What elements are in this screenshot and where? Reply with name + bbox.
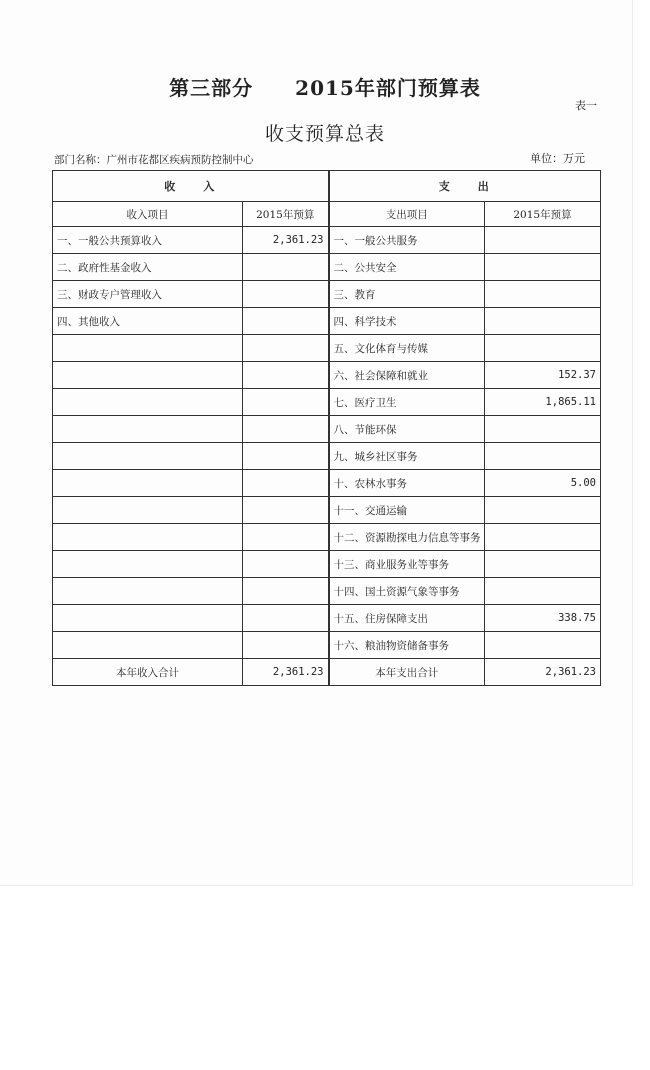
- expense-value-cell: [485, 524, 601, 551]
- expense-value-cell: [485, 632, 601, 659]
- table-row: [53, 524, 601, 551]
- income-item-cell: [53, 443, 243, 470]
- income-value-cell: 2,361.23: [243, 227, 329, 254]
- expense-value-cell: [485, 497, 601, 524]
- expense-item-cell: 十五、住房保障支出: [329, 605, 485, 632]
- income-item-cell: [53, 335, 243, 362]
- table-row: [53, 416, 601, 443]
- expense-value-cell: [485, 416, 601, 443]
- income-item-cell: [53, 416, 243, 443]
- expense-item-cell: 五、文化体育与传媒: [329, 335, 485, 362]
- expense-value-cell: [485, 227, 601, 254]
- expense-item-cell: 三、教育: [329, 281, 485, 308]
- income-value-cell: [243, 254, 329, 281]
- income-item-cell: [53, 551, 243, 578]
- income-value-cell: [243, 362, 329, 389]
- income-item-cell: [53, 362, 243, 389]
- income-value-cell: [243, 281, 329, 308]
- unit-label: 单位：万元: [530, 152, 585, 165]
- page-title: 第三部分 2015年部门预算表: [169, 76, 481, 100]
- expense-item-cell: 十四、国土资源气象等事务: [329, 578, 485, 605]
- table-row: [53, 470, 601, 497]
- income-item-cell: [53, 389, 243, 416]
- table-row: [53, 551, 601, 578]
- expense-item-cell: 二、公共安全: [329, 254, 485, 281]
- income-section-header: 收 入: [53, 171, 329, 202]
- expense-value-cell: [485, 443, 601, 470]
- table-title: 收支预算总表: [264, 123, 385, 145]
- table-row: [53, 281, 601, 308]
- table-row: [53, 362, 601, 389]
- section-header-row: [53, 171, 601, 202]
- income-total-value: 2,361.23: [243, 659, 329, 686]
- department-name: 部门名称：广州市花都区疾病预防控制中心: [54, 154, 254, 166]
- income-item-cell: [53, 524, 243, 551]
- expense-item-cell: 十一、交通运输: [329, 497, 485, 524]
- expense-total-label: 本年支出合计: [329, 659, 485, 686]
- table-row: [53, 335, 601, 362]
- income-value-cell: [243, 443, 329, 470]
- income-item-cell: [53, 497, 243, 524]
- expense-section-header: 支 出: [329, 171, 601, 202]
- income-value-cell: [243, 605, 329, 632]
- expense-value-cell: 1,865.11: [485, 389, 601, 416]
- income-value-cell: [243, 335, 329, 362]
- expense-item-cell: 八、节能环保: [329, 416, 485, 443]
- expense-item-cell: 十三、商业服务业等事务: [329, 551, 485, 578]
- expense-value-cell: 152.37: [485, 362, 601, 389]
- income-item-header: 收入项目: [53, 202, 243, 227]
- income-value-cell: [243, 308, 329, 335]
- expense-item-cell: 十二、资源勘探电力信息等事务: [329, 524, 485, 551]
- expense-value-cell: [485, 308, 601, 335]
- expense-budget-header: 2015年预算: [485, 202, 601, 227]
- income-value-cell: [243, 470, 329, 497]
- table-row: [53, 443, 601, 470]
- expense-item-header: 支出项目: [329, 202, 485, 227]
- table-row: [53, 227, 601, 254]
- income-item-cell: [53, 632, 243, 659]
- income-item-cell: [53, 578, 243, 605]
- table-row: [53, 578, 601, 605]
- income-value-cell: [243, 578, 329, 605]
- expense-value-cell: [485, 551, 601, 578]
- expense-item-cell: 一、一般公共服务: [329, 227, 485, 254]
- table-row: [53, 254, 601, 281]
- income-item-cell: 一、一般公共预算收入: [53, 227, 243, 254]
- income-budget-header: 2015年预算: [243, 202, 329, 227]
- income-value-cell: [243, 416, 329, 443]
- total-row: [53, 659, 601, 686]
- income-item-cell: 三、财政专户管理收入: [53, 281, 243, 308]
- table-row: [53, 308, 601, 335]
- income-item-cell: [53, 605, 243, 632]
- expense-item-cell: 四、科学技术: [329, 308, 485, 335]
- expense-value-cell: 5.00: [485, 470, 601, 497]
- column-header-row: [53, 202, 601, 227]
- expense-item-cell: 十六、粮油物资储备事务: [329, 632, 485, 659]
- table-row: [53, 605, 601, 632]
- expense-item-cell: 十、农林水事务: [329, 470, 485, 497]
- income-item-cell: [53, 470, 243, 497]
- budget-table: [52, 170, 601, 686]
- income-value-cell: [243, 632, 329, 659]
- table-number: 表一: [575, 99, 597, 112]
- table-row: [53, 497, 601, 524]
- income-value-cell: [243, 524, 329, 551]
- expense-item-cell: 六、社会保障和就业: [329, 362, 485, 389]
- income-value-cell: [243, 551, 329, 578]
- expense-value-cell: [485, 335, 601, 362]
- expense-item-cell: 九、城乡社区事务: [329, 443, 485, 470]
- expense-value-cell: [485, 281, 601, 308]
- expense-value-cell: 338.75: [485, 605, 601, 632]
- income-value-cell: [243, 389, 329, 416]
- expense-item-cell: 七、医疗卫生: [329, 389, 485, 416]
- income-total-label: 本年收入合计: [53, 659, 243, 686]
- table-row: [53, 389, 601, 416]
- expense-value-cell: [485, 578, 601, 605]
- table-row: [53, 632, 601, 659]
- expense-value-cell: [485, 254, 601, 281]
- income-item-cell: 四、其他收入: [53, 308, 243, 335]
- income-value-cell: [243, 497, 329, 524]
- income-item-cell: 二、政府性基金收入: [53, 254, 243, 281]
- expense-total-value: 2,361.23: [485, 659, 601, 686]
